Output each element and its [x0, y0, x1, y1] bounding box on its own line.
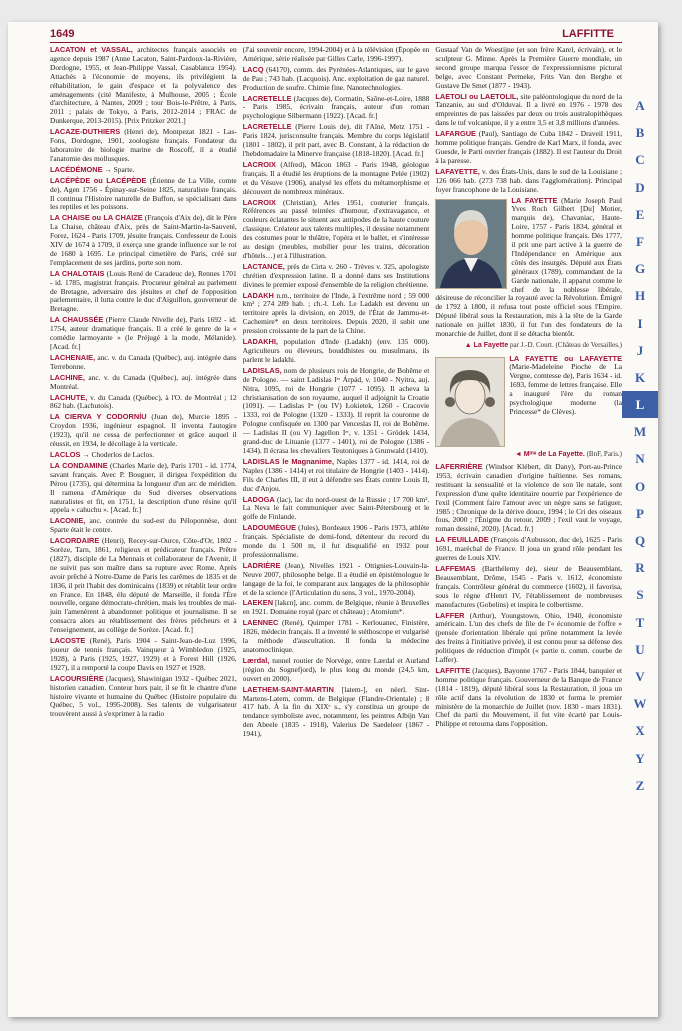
thumb-letter-s[interactable]: S [636, 587, 644, 603]
entry-headword: LA CHAUSSÉE [50, 315, 104, 325]
page-number: 1649 [50, 28, 75, 40]
entry-headword: LACTANCE, [242, 261, 285, 271]
dictionary-entry [50, 316, 237, 352]
entry-text: Naples 1377 - id. 1414, roi de Naples (1386 - 1414) et roi titulaire de Hongrie (1403 - 1414). Fils de Charles III, il eut à défendre ses États contre Louis II, duc d'Anjou. [242, 456, 430, 493]
entry-headword: LA CONDAMINE [50, 460, 108, 470]
dictionary-entry [243, 338, 430, 365]
dictionary-entry [243, 46, 430, 64]
dictionary-entry [50, 46, 237, 126]
entry-headword: LAFAYETTE, [435, 166, 480, 176]
thumb-letter-l[interactable]: L [622, 391, 658, 418]
dictionary-entry [243, 686, 430, 739]
column-1 [50, 46, 237, 1011]
dictionary-entry [50, 166, 237, 175]
entry-headword: LA CHALOTAIS [50, 268, 105, 278]
entry-text: (Jean), Nivelles 1921 - Ottignies-Louvain-la-Neuve 2007, philosophe belge. Il a étudié en épistémologue le langage de la foi, le comparant aux langages de la philosophie et de la science (l'Articulation du sens, 3 vol., 1970-2004). [242, 560, 430, 597]
thumb-letter-f[interactable]: F [636, 233, 644, 249]
entry-headword: LACRETELLE [242, 93, 292, 103]
dictionary-entry [243, 199, 430, 261]
entry-headword: LACROIX [242, 197, 276, 207]
entry-headword: LAFFER [435, 610, 465, 620]
thumb-letter-k[interactable]: K [634, 369, 646, 385]
thumb-letter-q[interactable]: Q [634, 533, 646, 548]
entry-text: (François d'Aubusson, duc de), 1625 - Paris 1691, maréchal de France. Il joua un grand rôle pendant les guerres de Louis XIV. [435, 535, 623, 563]
dictionary-entry [435, 536, 622, 563]
dictionary-entry [243, 367, 430, 456]
caption-credit: par J.-D. Court. (Château de Versailles.) [508, 341, 623, 349]
dictionary-entry [50, 517, 237, 535]
thumb-letter-b[interactable]: B [635, 125, 645, 141]
entry-headword: LAETOLI ou LAETOLIL, [435, 91, 519, 101]
entry-headword: LACONIE, [50, 516, 86, 526]
column-2 [243, 46, 430, 1011]
dictionary-entry [435, 46, 622, 91]
thumb-letter-j[interactable]: J [636, 342, 644, 358]
entry-text: (lac), lac du nord-ouest de la Russie ; 17 700 km². La Neva le fait communiquer avec Saint-Pétersbourg et le golfe de Finlande. [242, 494, 430, 522]
entry-text: population d'Inde (Ladakh) (env. 135 000). Agriculteurs ou éleveurs, bouddhistes ou musulmans, ils parlent le ladakhi. [242, 337, 430, 364]
entry-text: architectes français associés en agence depuis 1987 (Anne Lacaton, Saint-Pardoux-la-Rivière, Dordogne, 1955, et Jean-Philippe Vassal, Casablanca 1954). Attachés à l'économie de moyens, ils privilégient la réhabilitation, le gain d'espace et la polyvalence des aménagements (cité Manifeste, à Mulhouse, 2005 ; École d'architecture, à Nantes, 2009 ; tour Bois-le-Prêtre, à Paris, 2011 ; palais de Tokyo, à Paris, 2012-2014 ; FRAC de Dunkerque, 2013-2015). [Prix Pritzker 2021.] [50, 46, 237, 126]
thumb-letter-n[interactable]: N [635, 451, 645, 467]
thumb-letter-c[interactable]: C [635, 152, 645, 168]
entry-text: (64170), comm. des Pyrénées-Atlantiques, sur le gave de Pau ; 743 hab. (Lacquois). Anc. exploitation de gaz naturel. Production de soufre. Chimie fine. Nanotechnologies. [242, 64, 430, 92]
entry-headword: LADOUMÈGUE [242, 523, 297, 533]
thumb-letter-i[interactable]: I [637, 315, 643, 331]
dictionary-entry [435, 667, 622, 729]
entry-text: anc. v. du Canada (Québec), auj. intégrée dans Montréal. [50, 372, 237, 391]
entry-text: n.m., territoire de l'Inde, à l'extrême nord ; 59 000 km² ; 274 289 hab. ; ch.-l. Leh. Le Ladakh est devenu un territoire après la division, en 2019, de l'État de Jammu-et-Cachemire* en deux territoires. Depuis 2020, il subit une pression croissante de la part de la Chine. [242, 290, 430, 336]
entry-text: (Charles Marie de), Paris 1701 - id. 1774, savant français. Avec P. Bouguer, il dirigea l'expédition du Pérou (1735), qui détermina la longueur d'un arc de méridien. Il ramena d'Amérique du Sud diverses observations naturalistes et fit, en 1751, la description d'une résine qu'il appela « cahuchu ». [Acad. fr.] [50, 460, 237, 515]
entry-headword: LAETHEM-SAINT-MARTIN [242, 684, 334, 694]
entry-text: (Jacques de), Cormatin, Saône-et-Loire, 1888 - Paris 1985, écrivain français, auteur d'un roman psychologique Silbermann (1922). [Acad. fr.] [242, 93, 430, 121]
entry-headword: LACHUTE, [50, 392, 88, 402]
header-rule [50, 42, 622, 43]
lafayette-portrait [435, 199, 507, 289]
caption-title: ▲ La Fayette [464, 342, 509, 349]
dictionary-entry [243, 562, 430, 598]
dictionary-entry [50, 270, 237, 315]
entry-headword: LADRIÈRE [242, 560, 281, 570]
entry-text: (Jacques), Shawinigan 1932 - Québec 2021, historien canadien. Conteur hors pair, il se fit le chantre d'une histoire vivante et humaine du Québec (Histoire populaire du Québec, 5 vol., 1995-2008). Ses talents de vulgarisateur trouvèrent aussi à s'exprimer à la radio [50, 673, 237, 719]
thumb-index [622, 92, 658, 1012]
dictionary-entry [50, 451, 237, 460]
dictionary-entry [435, 565, 622, 610]
thumb-letter-x[interactable]: X [635, 723, 645, 739]
entry-text: (Henri), Recey-sur-Ource, Côte-d'Or, 1802 - Sorèze, Tarn, 1861, religieux et prédicateur français. Prêtre (1827), disciple de La Mennais et collaborateur de l'Avenir, il ne suivit pas son maître dans sa rupture avec Rome. Après avoir prêché à Notre-Dame de Paris les carêmes de 1835 et de 1836, il prit l'habit des dominicains (1839) et rétablit leur ordre en France. En 1848, élu député de Marseille, il fonda l'Ère nouvelle, organe démocrate-chrétien, mais les troubles de mai-juin l'amenèrent à abandonner politique et journalisme. Il se consacra alors au rétablissement des frères prêcheurs et à l'enseignement, au collège de Sorèze. [Acad. fr.] [50, 536, 237, 635]
entry-headword: LA FAYETTE [511, 195, 558, 205]
figure-caption [435, 341, 622, 351]
entry-headword: LA FEUILLADE [435, 535, 489, 545]
entry-headword: LACQ [242, 64, 264, 74]
dictionary-entry [435, 355, 622, 417]
entry-text: (Henri de), Montpezat 1821 - Las-Fons, Dordogne, 1901, zoologiste français. Fondateur du laboratoire de biologie marine de Roscoff, il a étudié l'anatomie des mollusques. [50, 127, 237, 163]
entry-text: (Louis René de Caradeuc de), Rennes 1701 - id. 1785, magistrat français. Procureur général au parlement de Bretagne, adversaire des jésuites et chef de l'opposition parlementaire, il lutta contre le duc d'Aiguillon, gouverneur de Bretagne. [50, 268, 237, 314]
entry-text: (Windsor Klébert, dit Dany), Port-au-Prince 1953, écrivain canadien d'origine haïtienne. Ses romans, restituant la sensualité et la violence de son île natale, sont l'expression d'une quête identitaire nourrie par l'expérience de l'exil (Comment faire l'amour avec un nègre sans se fatiguer, 1985 ; Chronique de la dérive douce, 1994 ; le Cri des oiseaux fous, 2000 ; l'Énigme du retour, 2009 ; l'exil vaut le voyage, roman dessiné, 2020). [Acad. fr.] [435, 462, 623, 534]
entry-headword: LADAKH [242, 290, 274, 300]
dictionary-entry [243, 599, 430, 617]
entry-text: anc. v. du Canada (Québec), auj. intégrée dans Terrebonne. [50, 352, 237, 371]
dictionary-entry [435, 168, 622, 195]
entry-text: nom de plusieurs rois de Hongrie, de Bohême et de Pologne. — saint Ladislas Iᵉʳ Árpád, v. 1040 - Nyitra, auj. Nitra, 1095, roi de Hongrie (1077 - 1095). Il acheva la christianisation de son royaume, auquel il adjoignit la Croatie (1091). — Ladislas Iᵉʳ (ou IV) Łokietek, 1260 - Cracovie 1333, roi de Pologne (1320 - 1333). Il reprit la couronne de Pologne confisquée en 1300 par Venceslas II, roi de Bohême. — Ladislas II (ou V) Jagellon Iᵉʳ, v. 1351 - Gródek 1434, grand-duc de Lituanie (1377 - 1401), roi de Pologne (1386 - 1434). Il écrasa les chevaliers Teutoniques à Grunwald (1410). [242, 365, 430, 455]
running-head: LAFFITTE [562, 28, 614, 40]
caption-title: ◄ Mᵐᵉ de La Fayette. [514, 450, 585, 458]
entry-text: site paléontologique du nord de la Tanzanie, au sud d'Olduvai. Il a livré en 1976 - 1978 des empreintes de pas laissées par deux ou trois australopithèques dans le tuf volcanique, il y a entre 3,5 et 3,8 millions d'années. [435, 91, 623, 128]
comtesse-portrait [435, 357, 505, 447]
entry-headword: LACÉPÈDE ou LACÉPÈDE [50, 175, 147, 185]
thumb-letter-p[interactable]: P [636, 505, 644, 521]
entry-headword: LACATON et VASSAL, [50, 46, 133, 54]
thumb-letter-r[interactable]: R [635, 560, 645, 576]
thumb-letter-a[interactable]: A [635, 98, 645, 113]
entry-text: (Arthur), Youngstown, Ohio, 1940, économiste américain. L'un des chefs de file de l'« économie de l'offre » (pensée d'orientation libérale qui prône notamment la levée des freins à l'initiative privée), il est connu pour sa défense des politiques de réduction d'impôt (« partie n. comm. courbe de Laffer). [435, 610, 623, 665]
entry-text: [latem-], en néerl. Sint-Martens-Latem, comm. de Belgique (Flandre-Orientale) ; 8 417 hab. À la fin du XIXᵉ s., s'y constitua un groupe de tendance symboliste avec, notamment, les peintres Albijn Van den Abeele (1835 - 1918), Valerius De Saedeleer (1867 - 1941), [242, 684, 430, 739]
dictionary-entry [50, 394, 237, 412]
entry-text: (Alfred), Mâcon 1863 - Paris 1948, géologue français. Il a étudié les éruptions de la montagne Pelée (1902) et du Vésuve (1906), analysé les effets du métamorphisme et découvert de nombreux minéraux. [242, 159, 430, 196]
thumb-letter-u[interactable]: U [635, 641, 645, 657]
entry-text: (Pierre Claude Nivelle de), Paris 1692 - id. 1754, auteur dramatique français. Il a créé le genre de la « comédie larmoyante » (le Préjugé à la mode, Mélanide). [Acad. fr.] [50, 315, 237, 351]
entry-headword: LACHINE, [50, 372, 85, 382]
thumb-letter-w[interactable]: W [633, 696, 647, 712]
entry-text: (Marie-Madeleine Pioche de La Vergne, comtesse de), Paris 1634 - id. 1693, femme de lettres française. Elle a inauguré l'ère du roman psychologique moderne (la Princesse* de Clèves). [509, 362, 623, 416]
entry-headword: LADISLAS le Magnanime, [242, 456, 335, 466]
dictionary-entry [243, 123, 430, 159]
figure-caption [435, 450, 622, 460]
thumb-letter-g[interactable]: G [634, 261, 646, 277]
entry-text: (François d'Aix de), dit le Père La Chaise, château d'Aix, près de Saint-Martin-la-Sauveté, Forez, 1624 - Paris 1709, jésuite français. Confesseur de Louis XIV de 1674 à 1709, il exerça une grande influence sur le roi de 1680 à 1695. Le principal cimetière de Paris, créé sur l'emplacement de ses jardins, porte son nom. [50, 213, 237, 267]
entry-text: v. du Canada (Québec), à l'O. de Montréal ; 12 862 hab. (Lachutois). [50, 392, 237, 411]
dictionary-entry [435, 612, 622, 665]
entry-headword: LACROIX [242, 159, 276, 169]
entry-text: → Sparte. [102, 164, 135, 174]
entry-headword: LACÉDÉMONE [50, 164, 103, 174]
entry-headword: LACHENAIE, [50, 352, 96, 362]
entry-headword: Lærdal, [242, 655, 270, 665]
dictionary-entry [243, 161, 430, 197]
entry-headword: LADOGA [242, 494, 275, 504]
entry-columns [50, 46, 622, 1011]
dictionary-entry [243, 263, 430, 290]
dictionary-entry [50, 354, 237, 372]
dictionary-entry [50, 413, 237, 449]
dictionary-entry [243, 95, 430, 122]
entry-headword: LACOSTE [50, 636, 86, 646]
entry-text: (Juan de), Murcie 1895 - Croydon 1936, ingénieur espagnol. Il inventa l'autogire (1923), qu'il ne cessa de perfectionner et grâce auquel il réussit, en 1934, le décollage à la verticale. [50, 412, 237, 449]
thumb-letter-t[interactable]: T [635, 614, 645, 630]
dictionary-entry [435, 93, 622, 129]
dictionary-entry [243, 458, 430, 494]
thumb-letter-y[interactable]: Y [635, 750, 645, 766]
thumb-letter-h[interactable]: H [634, 288, 646, 304]
entry-text: v. des États-Unis, dans le sud de la Louisiane ; 126 066 hab. (273 738 hab. dans l'agglomération). Principal foyer francophone de la Louisiane. [435, 166, 623, 194]
entry-headword: LACLOS [50, 449, 81, 459]
dictionary-entry [435, 130, 622, 166]
entry-headword: LAENNEC [242, 618, 279, 628]
entry-headword: LAFFEMAS [435, 563, 476, 573]
thumb-letter-v[interactable]: V [635, 668, 645, 684]
entry-text: anc. contrée du sud-est du Péloponnèse, dont Sparte était le centre. [50, 516, 237, 535]
entry-text: (Jacques), Bayonne 1767 - Paris 1844, banquier et homme politique français. Gouverneur de la Banque de France (1814 - 1819), député libéral sous la Restauration, il joua un rôle actif dans la révolution de 1830 et forma le premier ministère de la monarchie de Juillet (nov. 1830 - mars 1831). Chef du parti du Mouvement, il fut vite écarté par Louis-Philippe et retourna dans l'opposition. [435, 665, 623, 729]
dictionary-entry [243, 524, 430, 560]
entry-headword: LACORDAIRE [50, 536, 100, 546]
caption-credit: (BnF, Paris.) [584, 449, 623, 458]
entry-headword: LA CHAISE ou LA CHAIZE [50, 213, 143, 223]
thumb-letter-d[interactable]: D [635, 179, 645, 195]
page-header [8, 22, 620, 42]
entry-text: (Christian), Arles 1951, couturier français. Références au passé teintées d'humour, d'extravagance, et couleurs éclatantes le situent aux antipodes de la haute couture classique. Créateur aux talents multiples, il dessine notamment des costumes pour le théâtre, l'opéra et le ballet, et s'intéresse au design (meubles, mobilier pour les trains, décoration d'hôtels…) et à l'illustration. [242, 197, 430, 260]
dictionary-entry [243, 496, 430, 523]
dictionary-entry [50, 177, 237, 213]
entry-headword: LACAZE-DUTHIERS [50, 127, 121, 137]
dictionary-entry [50, 462, 237, 515]
entry-headword: LACOURSIÈRE [50, 673, 104, 683]
entry-headword: LAEKEN [242, 598, 274, 608]
entry-text: (Jules), Bordeaux 1906 - Paris 1973, athlète français. Spécialiste de demi-fond, détenteur du record du monde du 1 500 m, il fut disqualifié en 1932 pour professionnalisme. [242, 523, 430, 559]
dictionary-entry [243, 292, 430, 337]
entry-headword: LACRETELLE [242, 122, 292, 132]
entry-headword: LA FAYETTE ou LAFAYETTE [509, 353, 623, 363]
entry-text: (René), Quimper 1781 - Kerlouanec, Finistère, 1826, médecin français. Il a inventé le stéthoscope et vulgarisé la méthode d'auscultation. Il fonda la médecine anatomoclinique. [242, 618, 430, 654]
dictionary-page [8, 22, 658, 1017]
entry-headword: LADISLAS, [242, 365, 282, 375]
entry-text: → Choderlos de Laclos. [80, 449, 155, 459]
entry-headword: LAFERRIÈRE [435, 462, 483, 471]
entry-headword: LAFARGUE [435, 129, 476, 139]
entry-text: [lakɛn], anc. comm. de Belgique, réunie à Bruxelles en 1921. Domaine royal (parc et château) ; Atomium*. [242, 598, 430, 617]
thumb-letter-m[interactable]: M [633, 424, 647, 440]
entry-text: Gustaaf Van de Woestijne (et son frère Karel, écrivain), et le sculpteur G. Minne. Après la Première Guerre mondiale, un second groupe marqua l'essor de l'expressionnisme pictural belge, avec Constant Permeke, Frits Van den Berghe et Gustave De Smet (1877 - 1943). [435, 46, 623, 90]
dictionary-entry [243, 619, 430, 655]
entry-headword: LAFFITTE [435, 665, 471, 675]
dictionary-entry [50, 637, 237, 673]
dictionary-entry [50, 128, 237, 164]
thumb-letter-o[interactable]: O [634, 478, 646, 494]
dictionary-entry [50, 537, 237, 635]
entry-headword: LA CIERVA Y CODORNÍU [50, 412, 147, 422]
dictionary-entry [50, 675, 237, 720]
thumb-letter-e[interactable]: E [635, 206, 645, 222]
entry-headword: LADAKHI, [242, 337, 278, 347]
thumb-letter-z[interactable]: Z [635, 777, 645, 793]
entry-text: (Paul), Santiago de Cuba 1842 - Draveil 1911, homme politique français. Gendre de Karl Marx, il fonda, avec Guesde, le Parti ouvrier français (1882). Il est l'auteur du Droit à la paresse. [435, 129, 623, 165]
entry-text: tunnel routier de Norvège, entre Lærdal et Aurland (région du Sognefjord), le plus long du monde (24,5 km, ouvert en 2000). [242, 655, 430, 683]
dictionary-entry [435, 463, 622, 534]
entry-text: près de Cirta v. 260 - Trèves v. 325, apologiste chrétien d'expression latine. Il a donné dans ses Institutions divines le premier exposé d'ensemble de la religion chrétienne. [242, 261, 430, 289]
entry-text: (Marie Joseph Paul Yves Roch Gilbert [Du] Motier, marquis de), Chavaniac, Haute-Loire, 1757 - Paris 1834, général et homme politique français. Dès 1777, il prit une part active à la guerre de l'Indépendance en Amérique aux côtés des insurgés. Député aux États généraux (1789), commandant de la Garde nationale, il apparut comme le chef de la noblesse libérale, désireuse de réconcilier la royauté avec la Révolution. Émigré de 1792 à 1800, il refusa tout poste officiel sous l'Empire. Député libéral sous la Restauration, mis à la tête de la Garde nationale en juillet 1830, il fut l'un des fondateurs de la monarchie de Juillet, dont il se détacha bientôt. [435, 195, 623, 339]
dictionary-entry [50, 214, 237, 267]
dictionary-entry [435, 197, 622, 340]
column-3 [435, 46, 622, 1011]
entry-text: (René), Paris 1904 - Saint-Jean-de-Luz 1996, joueur de tennis français. Vainqueur à Wimbledon (1925, 1928), à Paris (1925, 1927, 1929) et à Forest Hill (1926, 1927), il a remporté la coupe Davis en 1927 et 1928. [50, 636, 237, 672]
dictionary-entry [50, 374, 237, 392]
dictionary-entry [243, 657, 430, 684]
entry-text: (Pierre Louis de), dit l'Aîné, Metz 1751 - Paris 1824, jurisconsulte français. Membre du corps législatif (1801 - 1802), il prit part, avec B. Constant, à la rédaction de l'hebdomadaire la Minerve française (1818-1820). [Acad. fr.] [242, 122, 430, 158]
dictionary-entry [243, 66, 430, 93]
entry-text: (J'ai souvenir encore, 1994-2004) et à la télévision (Épopée en Amérique, série réalisée par Gilles Carle, 1996-1997). [242, 46, 430, 63]
entry-text: (Barthélemy de), sieur de Beausemblant, Beausemblant, Drôme, 1545 - Paris v. 1612, économiste français. Contrôleur général du commerce (1602), il favorisa, sous le règne d'Henri IV, l'établissement de nombreuses manufactures (Gobelins) et inspira le colbertisme. [435, 563, 623, 609]
entry-text: (Étienne de La Ville, comte de), Agen 1756 - Épinay-sur-Seine 1825, naturaliste français. Il continua l'Histoire naturelle de Buffon, se spécialisant dans les reptiles et les poissons. [50, 175, 237, 212]
